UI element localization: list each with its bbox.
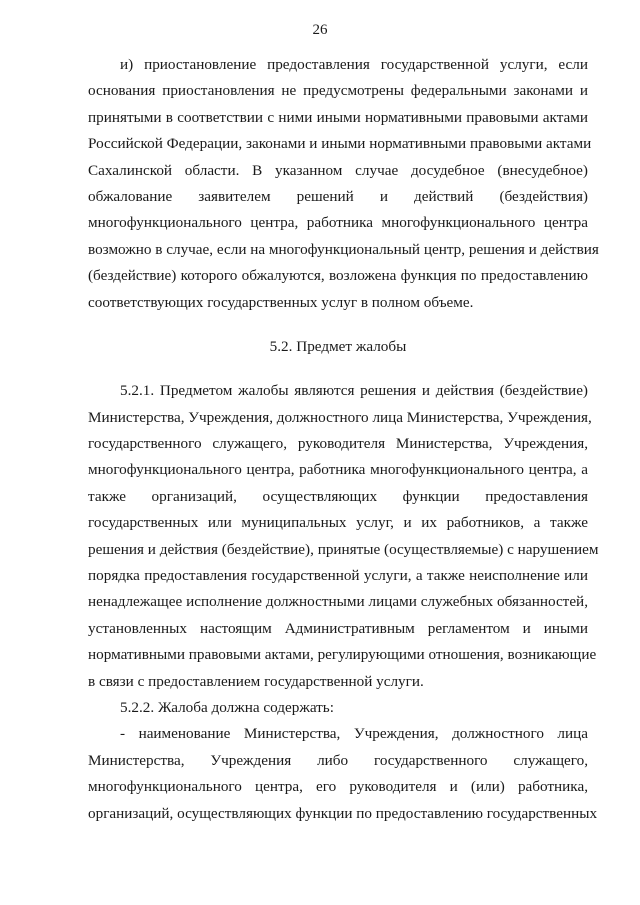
page-number: 26: [312, 22, 328, 38]
text-line: принятыми в соответствии с ними иными нормативными правовыми актами: [88, 108, 588, 126]
paragraph-complaint-subject: [88, 378, 599, 695]
text-line: основания приостановления не предусмотрены федеральными законами и: [88, 82, 588, 100]
document-body: [88, 52, 599, 827]
text-line: Российской Федерации, законами и иными нормативными правовыми актами: [88, 135, 592, 153]
text-line: Министерства, Учреждения либо государственного служащего,: [88, 751, 588, 769]
text-line: в связи с предоставлением государственной услуги.: [88, 672, 424, 690]
text-line: обжалование заявителем решений и действий (бездействия): [88, 187, 588, 205]
text-line: 5.2.2. Жалоба должна содержать:: [120, 698, 334, 716]
text-line: - наименование Министерства, Учреждения, должностного лица: [120, 725, 588, 743]
text-line: (бездействие) которого обжалуются, возложена функция по предоставлению: [88, 267, 588, 285]
text-line: также организаций, осуществляющих функции предоставления: [88, 487, 588, 505]
text-line: многофункционального центра, работника многофункционального центра: [88, 214, 588, 232]
text-line: многофункционального центра, его руководителя и (или) работника,: [88, 778, 588, 796]
text-line: Сахалинской области. В указанном случае досудебное (внесудебное): [88, 161, 588, 179]
paragraph-list-item: [88, 721, 598, 827]
text-line: нормативными правовыми актами, регулирующими отношения, возникающие: [88, 646, 597, 664]
text-line: государственных или муниципальных услуг, и их работников, а также: [88, 514, 588, 532]
text-line: Министерства, Учреждения, должностного лица Министерства, Учреждения,: [88, 408, 592, 426]
paragraph-suspension: [88, 52, 599, 316]
text-line: ненадлежащее исполнение должностными лицами служебных обязанностей,: [88, 593, 588, 611]
text-line: установленных настоящим Административным регламентом и иными: [88, 619, 588, 637]
text-line: организаций, осуществляющих функции по предоставлению государственных: [88, 804, 598, 822]
text-line: возможно в случае, если на многофункциональный центр, решения и действия: [88, 240, 599, 258]
text-line: многофункционального центра, работника многофункционального центра, а: [88, 461, 588, 479]
section-heading: 5.2. Предмет жалобы: [269, 337, 407, 355]
paragraph-complaint-contents: [88, 695, 588, 721]
text-line: и) приостановление предоставления государственной услуги, если: [120, 56, 588, 73]
text-line: порядка предоставления государственной услуги, а также неисполнение или: [88, 567, 588, 585]
text-line: государственного служащего, руководителя Министерства, Учреждения,: [88, 435, 588, 453]
text-line: 5.2.1. Предметом жалобы являются решения и действия (бездействие): [120, 382, 588, 400]
text-line: решения и действия (бездействие), принятые (осуществляемые) с нарушением: [88, 540, 599, 558]
text-line: соответствующих государственных услуг в полном объеме.: [88, 293, 474, 311]
